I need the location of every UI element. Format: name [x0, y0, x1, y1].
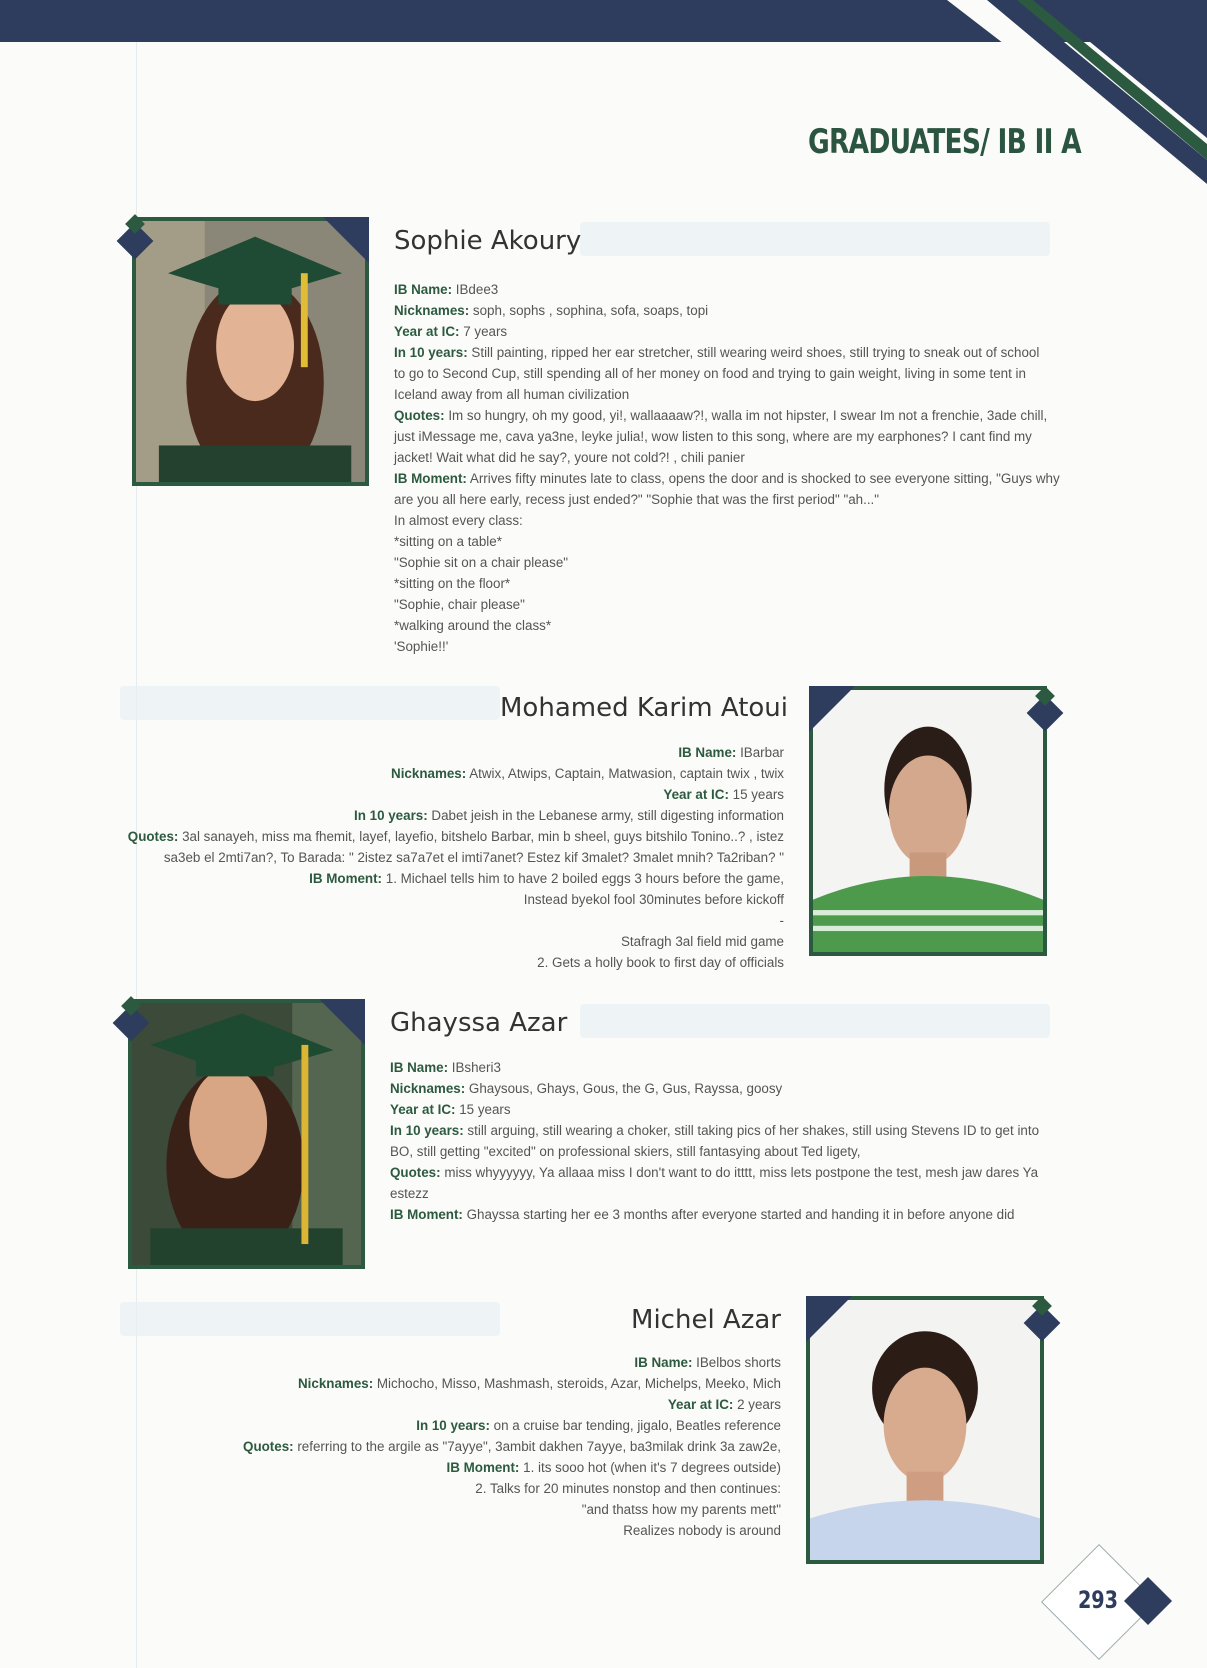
background-band: [120, 686, 500, 720]
photo-corner-triangle: [319, 999, 365, 1045]
photo-corner-triangle: [806, 1296, 852, 1342]
background-band: [120, 1302, 500, 1336]
photo-corner-triangle: [323, 217, 369, 263]
student-name: Ghayssa Azar: [390, 1008, 568, 1038]
student-entry: IB Name: IBsheri3 Nicknames: Ghaysous, Ghays, Gous, the G, Gus, Rayssa, goosy Year at IC: 15 years In 10 years: still arguing, still wearing a choker, still taking pics of her shakes, still using Stevens ID to get into BO, still getting "excited" on professional skiers, still fantasying about Ted ligety, Quotes: miss whyyyyyy, Ya allaaa miss I don't want to do itttt, miss lets postpone the test, mesh jaw dares Ya estezz IB Moment: Ghayssa starting her ee 3 months after everyone started and handing it in before anyone did: [390, 1060, 1040, 1222]
student-entry: IB Name: IBarbar Nicknames: Atwix, Atwips, Captain, Matwasion, captain twix , twix Year at IC: 15 years In 10 years: Dabet jeish in the Lebanese army, still digesting information Quotes: 3al sanayeh, miss ma fhemit, layef, layefio, bitshelo Barbar, min b sheel, guys bitshilo Tonino..? , istez sa3eb el 2mti7an?, To Barada: " 2istez sa7a7et el imti7anet? Estez kif 3malet? 3malet mnih? Ta2riban? " IB Moment: 1. Michael tells him to have 2 boiled eggs 3 hours before the game, Instead byekol fool 30minutes before kickoff - Stafragh 3al field mid game 2. Gets a holly book to first day of officials: [127, 745, 784, 970]
student-name: Mohamed Karim Atoui: [500, 693, 789, 723]
page-number: 293: [1077, 1586, 1119, 1614]
corner-stripes-decoration: [947, 0, 1207, 200]
background-band: [580, 1004, 1050, 1038]
student-entry: IB Name: IBdee3 Nicknames: soph, sophs , sophina, sofa, soaps, topi Year at IC: 7 years In 10 years: Still painting, ripped her ear stretcher, still wearing weird shoes, still trying to sneak out of school to go to Second Cup, still spending all of her money on food and trying to gain weight, living in some tent in Iceland away from all human civilization Quotes: Im so hungry, oh my good, yi!, wallaaaaw?!, walla im not hipster, I swear Im not a frenchie, 3ade chill, just iMessage me, cava ya3ne, leyke julia!, wow listen to this song, where are my earphones? I cant find my jacket! Wait what did he say?, youre not cold?! , chili panier IB Moment: Arrives fifty minutes late to class, opens the door and is shocked to see everyone sitting, "Guys why are you all here early, recess just ended?" "Sophie that was the first period" "ah..." In almost every class: *sitting on a table* "Sophie sit on a chair please" *sitting on the floor* "Sophie, chair please" *walking around the class* 'Sophie!!': [394, 282, 1060, 654]
student-entry: IB Name: IBelbos shorts Nicknames: Michocho, Misso, Mashmash, steroids, Azar, Michelps, Meeko, Mich Year at IC: 2 years In 10 years: on a cruise bar tending, jigalo, Beatles reference Quotes: referring to the argile as "7ayye", 3ambit dakhen 7ayye, ba3milak drink 3a zaw2e, IB Moment: 1. its sooo hot (when it's 7 degrees outside) 2. Talks for 20 minutes nonstop and then continues: "and thatss how my parents mett" Realizes nobody is around: [243, 1355, 781, 1538]
student-name: Michel Azar: [631, 1305, 781, 1335]
photo-corner-triangle: [809, 686, 855, 732]
student-name: Sophie Akoury: [394, 226, 582, 256]
background-band: [580, 222, 1050, 256]
section-title: GRADUATES/ IB II A: [808, 122, 1081, 162]
